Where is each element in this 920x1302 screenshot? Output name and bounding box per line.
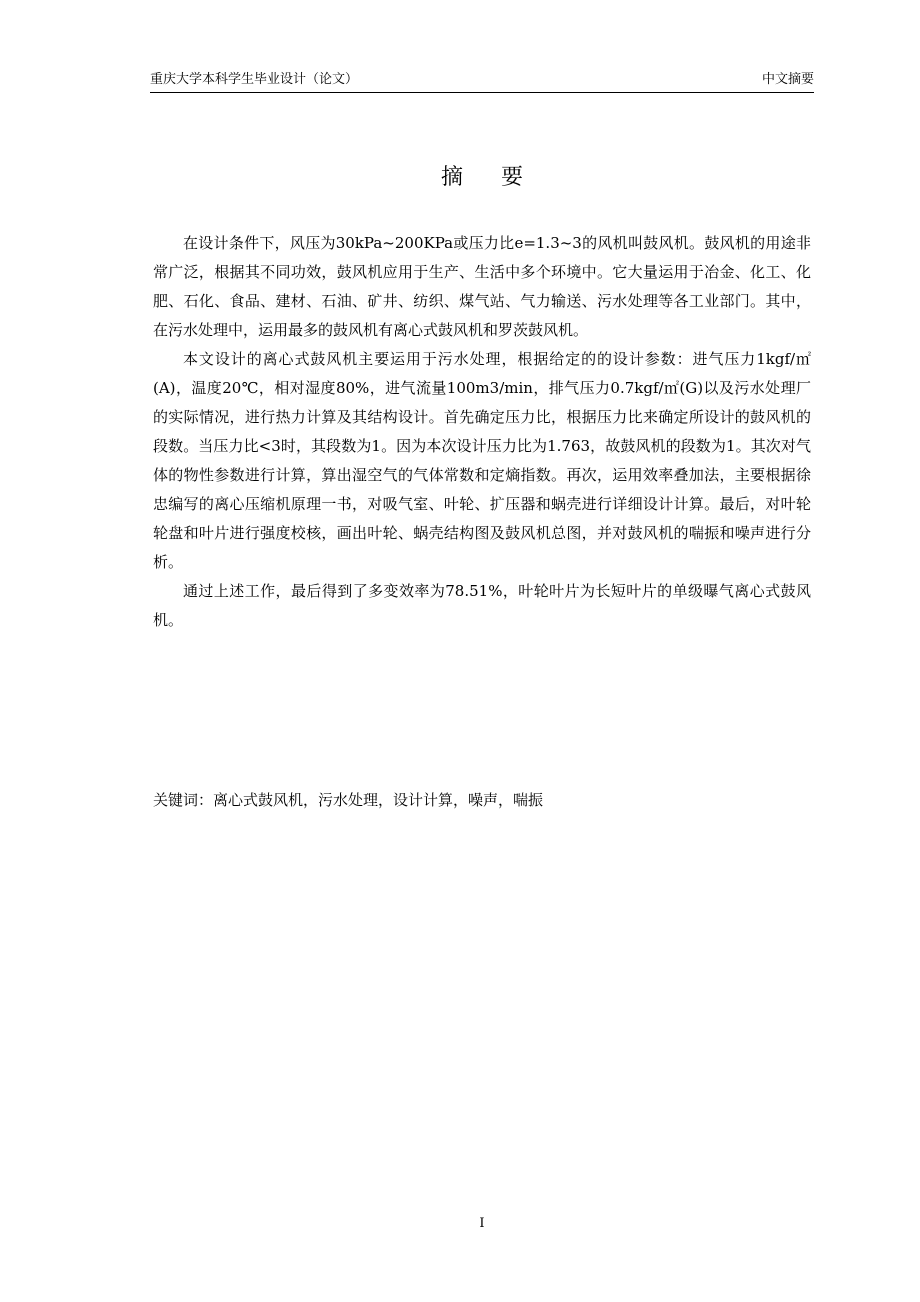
- abstract-paragraph-2: 本文设计的离心式鼓风机主要运用于污水处理，根据给定的的设计参数：进气压力1kgf/㎡(A)，温度20℃，相对湿度80%，进气流量100m3/min，排气压力0.7kgf/㎡(G)以及污水处理厂的实际情况，进行热力计算及其结构设计。首先确定压力比，根据压力比来确定所设计的鼓风机的段数。当压力比<3时，其段数为1。因为本次设计压力比为1.763，故鼓风机的段数为1。其次对气体的物性参数进行计算，算出湿空气的气体常数和定熵指数。再次，运用效率叠加法，主要根据徐忠编写的离心压缩机原理一书，对吸气室、叶轮、扩压器和蜗壳进行详细设计计算。最后，对叶轮轮盘和叶片进行强度校核，画出叶轮、蜗壳结构图及鼓风机总图，并对鼓风机的喘振和噪声进行分析。: [153, 350, 811, 571]
- running-header: [150, 70, 814, 93]
- page-number: I: [479, 1216, 485, 1231]
- abstract-title: 摘要: [440, 165, 561, 190]
- abstract-body: [153, 229, 811, 635]
- header-section-name: 中文摘要: [761, 72, 814, 87]
- abstract-paragraph-1: 在设计条件下，风压为30kPa~200KPa或压力比e=1.3~3的风机叫鼓风机。鼓风机的用途非常广泛，根据其不同功效，鼓风机应用于生产、生活中多个环境中。它大量运用于冶金、化工、化肥、石化、食品、建材、石油、矿井、纺织、煤气站、气力输送、污水处理等各工业部门。其中，在污水处理中，运用最多的鼓风机有离心式鼓风机和罗茨鼓风机。: [153, 234, 811, 339]
- abstract-paragraph-3: 通过上述工作，最后得到了多变效率为78.51%，叶轮叶片为长短叶片的单级曝气离心式鼓风机。: [153, 582, 811, 629]
- header-thesis-title: 重庆大学本科学生毕业设计（论文）: [150, 72, 359, 87]
- keywords-line: 关键词：离心式鼓风机，污水处理，设计计算，噪声，喘振: [153, 791, 544, 809]
